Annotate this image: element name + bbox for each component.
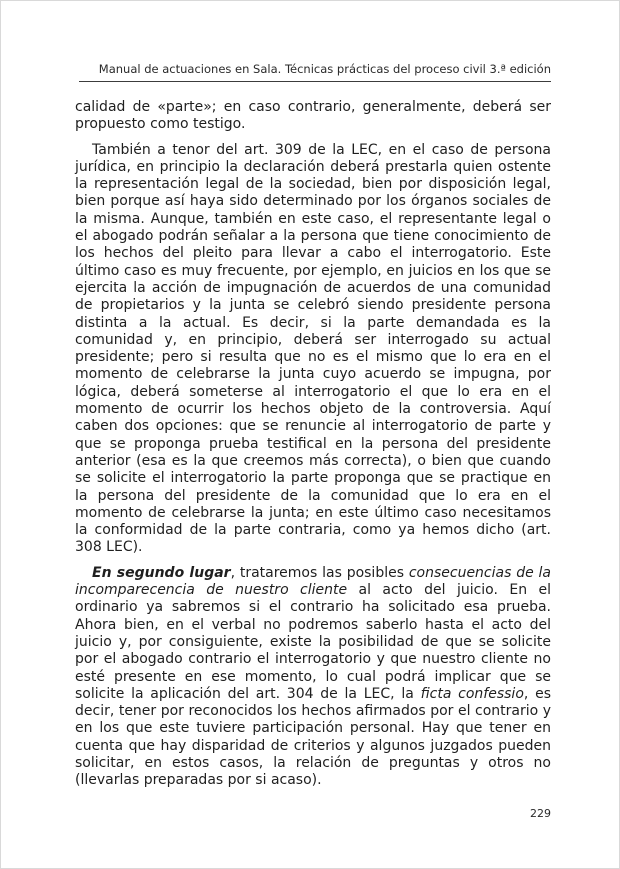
text-segment: consecuencias de la incomparecencia de nuestro cliente xyxy=(75,564,551,599)
page-number: 229 xyxy=(530,807,551,820)
running-header xyxy=(79,62,551,82)
text-segment: En segundo lugar xyxy=(92,564,231,581)
paragraph xyxy=(75,565,551,790)
running-header-title: Manual de actuaciones en Sala. Técnicas prácticas del proceso civil 3.ª edición xyxy=(98,62,551,76)
paragraph xyxy=(75,99,551,134)
text-segment: calidad de «parte»; en caso contrario, generalmente, deberá ser propuesto como testigo. xyxy=(75,99,551,133)
body-text xyxy=(75,99,551,790)
text-segment: También a tenor del art. 309 de la LEC, en el caso de persona jurídica, en principio la declaración deberá prestarla quien ostente la representación legal de la sociedad, bien por disposición legal, bien porque así haya sido determinado por los órganos sociales de la misma. Aunque, también en este caso, el representante legal o el abogado podrán señalar a la persona que tiene conocimiento de los hechos del pleito para llevar a cabo el interrogatorio. Este último caso es muy frecuente, por ejemplo, en juicios en los que se ejercita la acción de impugnación de acuerdos de una comunidad de propietarios y la junta se celebró siendo presidente persona distinta a la actual. Es decir, si la parte demandada es la comunidad y, en principio, deberá ser interrogado su actual presidente; pero si resulta que no es el mismo que lo era en el momento de celebrarse la junta cuyo acuerdo se impugna, por lógica, deberá someterse al interrogatorio el que lo era en el momento de ocurrir los hechos objeto de la controversia. Aquí caben dos opciones: que se renuncie al interrogatorio de parte y que se proponga prueba testifical en la persona del presidente anterior (esa es la que creemos más correcta), o bien que cuando se solicite el interrogatorio la parte proponga que se practique en la persona del presidente de la comunidad que lo era en el momento de celebrarse la junta; en este último caso necesitamos la conformidad de la parte contraria, como ya hemos dicho (art. 308 LEC). xyxy=(75,141,551,556)
text-segment: al acto del juicio. En el ordinario ya sabremos si el contrario ha solicitado esa prueba. Ahora bien, en el verbal no podremos saberlo hasta el acto del juicio y, por consiguiente, existe la posibilidad de que se solicite por el abogado contrario el interrogatorio y que nuestro cliente no esté presente en ese momento, lo cual podrá implicar que se solicite la aplicación del art. 304 de la LEC, la xyxy=(75,582,551,702)
text-segment: ficta confessio xyxy=(420,685,524,702)
text-segment: , es decir, tener por reconocidos los hechos afirmados por el contrario y en los que este tuviere participación personal. Hay que tener en cuenta que hay disparidad de criterios y algunos juzgados pueden solicitar, en estos casos, la relación de preguntas y otros no (llevarlas preparadas por si acaso). xyxy=(75,685,552,789)
paragraph xyxy=(75,142,551,557)
text-segment: , trataremos las posibles xyxy=(230,564,409,581)
